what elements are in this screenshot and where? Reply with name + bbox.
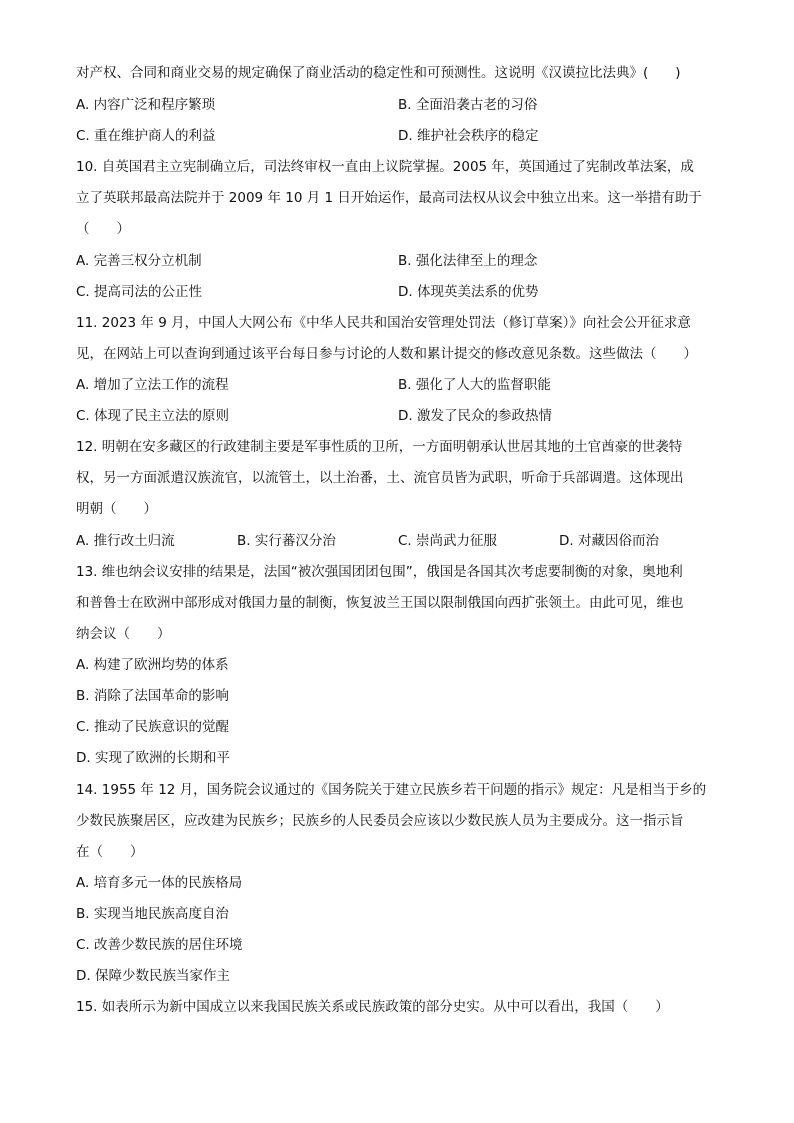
q13-option-d: D. 实现了欧洲的长期和平 <box>76 750 230 766</box>
q10-option-a: A. 完善三权分立机制 <box>76 253 202 269</box>
q9-option-c: C. 重在维护商人的利益 <box>76 128 216 144</box>
question-13-stem-line-2: 和普鲁士在欧洲中部形成对俄国力量的制衡，恢复波兰王国以限制俄国向西扩张领土。由此可见，维也 <box>76 595 684 611</box>
question-14-stem-line-1: 14. 1955 年 12 月，国务院会议通过的《国务院关于建立民族乡若干问题的指示》规定：凡是相当于乡的 <box>76 782 707 798</box>
question-10-stem-line-1: 10. 自英国君主立宪制确立后，司法终审权一直由上议院掌握。2005 年，英国通过了宪制改革法案，成 <box>76 159 694 175</box>
q9-option-b: B. 全面沿袭古老的习俗 <box>398 97 538 113</box>
q9-option-a: A. 内容广泛和程序繁琐 <box>76 97 216 113</box>
q13-option-b: B. 消除了法国革命的影响 <box>76 688 229 704</box>
q14-option-d: D. 保障少数民族当家作主 <box>76 968 230 984</box>
q11-option-b: B. 强化了人大的监督职能 <box>398 377 551 393</box>
question-10-stem-line-3: （ ） <box>76 221 130 237</box>
q11-option-d: D. 激发了民众的参政热情 <box>398 408 552 424</box>
q13-option-a: A. 构建了欧洲均势的体系 <box>76 657 229 673</box>
question-11-stem-line-2: 见，在网站上可以查询到通过该平台每日参与讨论的人数和累计提交的修改意见条数。这些做法（ ） <box>76 346 697 362</box>
q13-option-c: C. 推动了民族意识的觉醒 <box>76 719 230 735</box>
q12-option-a: A. 推行改土归流 <box>76 533 175 549</box>
question-12-stem-line-2: 权，另一方面派遣汉族流官，以流管土，以土治番，土、流官员皆为武职，听命于兵部调遣。这体现出 <box>76 470 684 486</box>
q14-option-c: C. 改善少数民族的居住环境 <box>76 937 243 953</box>
q11-option-c: C. 体现了民主立法的原则 <box>76 408 230 424</box>
q12-option-c: C. 崇尚武力征服 <box>398 533 498 549</box>
question-9-stem-end: 对产权、合同和商业交易的规定确保了商业活动的稳定性和可预测性。这说明《汉谟拉比法典》( ) <box>76 65 681 81</box>
question-14-stem-line-3: 在（ ） <box>76 844 144 860</box>
question-12-stem-line-3: 明朝（ ） <box>76 501 157 517</box>
q11-option-a: A. 增加了立法工作的流程 <box>76 377 229 393</box>
q10-option-c: C. 提高司法的公正性 <box>76 284 203 300</box>
question-10-stem-line-2: 立了英联邦最高法院并于 2009 年 10 月 1 日开始运作，最高司法权从议会中独立出来。这一举措有助于 <box>76 190 702 206</box>
question-13-stem-line-1: 13. 维也纳会议安排的结果是，法国“被次强国团团包围”，俄国是各国其次考虑要制衡的对象，奥地利 <box>76 564 683 580</box>
q10-option-d: D. 体现英美法系的优势 <box>398 284 539 300</box>
q14-option-b: B. 实现当地民族高度自治 <box>76 906 229 922</box>
q12-option-d: D. 对藏因俗而治 <box>559 533 659 549</box>
q10-option-b: B. 强化法律至上的理念 <box>398 253 538 269</box>
question-15-stem-line-1: 15. 如表所示为新中国成立以来我国民族关系或民族政策的部分史实。从中可以看出，我国（ ） <box>76 999 669 1015</box>
question-11-stem-line-1: 11. 2023 年 9 月，中国人大网公布《中华人民共和国治安管理处罚法（修订草案）》向社会公开征求意 <box>76 315 691 331</box>
q12-option-b: B. 实行蕃汉分治 <box>237 533 336 549</box>
question-14-stem-line-2: 少数民族聚居区，应改建为民族乡；民族乡的人民委员会应该以少数民族人员为主要成分。这一指示旨 <box>76 813 684 829</box>
question-12-stem-line-1: 12. 明朝在安多藏区的行政建制主要是军事性质的卫所，一方面明朝承认世居其地的土官酋豪的世袭特 <box>76 439 683 455</box>
q14-option-a: A. 培育多元一体的民族格局 <box>76 875 243 891</box>
question-13-stem-line-3: 纳会议（ ） <box>76 626 171 642</box>
q9-option-d: D. 维护社会秩序的稳定 <box>398 128 539 144</box>
